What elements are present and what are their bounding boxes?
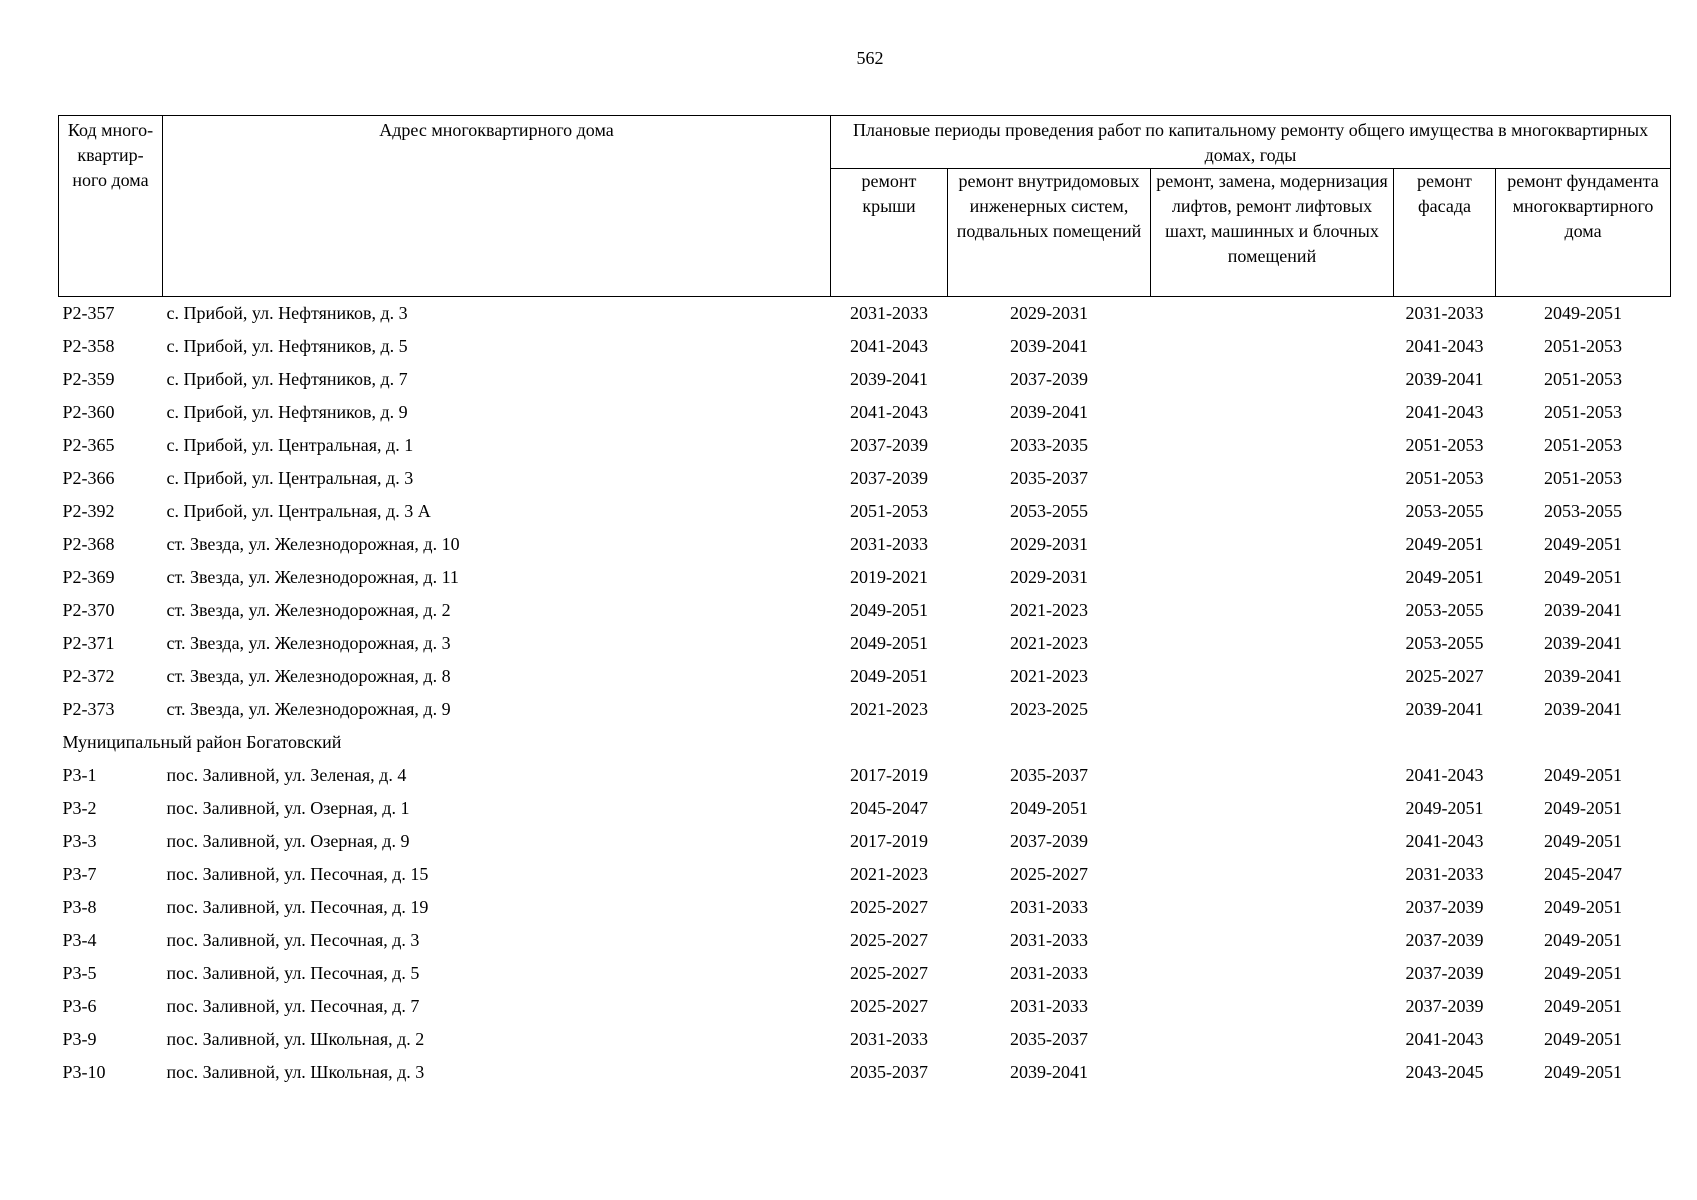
cell-foundation: 2049-2051	[1544, 897, 1623, 917]
cell-code: Р3-7	[62, 864, 97, 884]
column-header-foundation: ремонт фундамента многоквартирного дома	[1496, 169, 1671, 297]
cell-elevators	[1151, 561, 1394, 594]
cell-facade: 2037-2039	[1405, 963, 1484, 983]
cell-engineering: 2039-2041	[1010, 336, 1088, 356]
repair-schedule-table	[58, 115, 1671, 1089]
cell-roof: 2041-2043	[850, 336, 928, 356]
cell-address: с. Прибой, ул. Центральная, д. 3	[166, 468, 414, 488]
cell-foundation: 2053-2055	[1544, 501, 1623, 521]
cell-roof: 2049-2051	[850, 633, 928, 653]
cell-code: Р3-5	[62, 963, 97, 983]
cell-foundation: 2051-2053	[1544, 369, 1623, 389]
table-row	[59, 660, 1671, 693]
cell-engineering: 2021-2023	[1010, 633, 1088, 653]
cell-code: Р2-392	[62, 501, 115, 521]
cell-facade: 2049-2051	[1405, 534, 1484, 554]
table-row	[59, 462, 1671, 495]
cell-facade: 2053-2055	[1405, 600, 1484, 620]
table-body	[59, 297, 1671, 1090]
cell-roof: 2045-2047	[850, 798, 928, 818]
column-header-periods: Плановые периоды проведения работ по капитальному ремонту общего имущества в многоквартирных домах, годы	[831, 116, 1671, 169]
column-header-roof: ремонт крыши	[831, 169, 948, 297]
cell-engineering: 2031-2033	[1010, 897, 1088, 917]
table-row	[59, 891, 1671, 924]
cell-facade: 2037-2039	[1405, 930, 1484, 950]
section-row	[59, 726, 1671, 759]
cell-code: Р2-371	[62, 633, 115, 653]
table-row	[59, 561, 1671, 594]
cell-foundation: 2049-2051	[1544, 567, 1623, 587]
cell-elevators	[1151, 891, 1394, 924]
cell-foundation: 2049-2051	[1544, 930, 1623, 950]
table-row	[59, 792, 1671, 825]
cell-elevators	[1151, 924, 1394, 957]
cell-engineering: 2037-2039	[1010, 831, 1088, 851]
cell-facade: 2031-2033	[1405, 864, 1484, 884]
cell-engineering: 2029-2031	[1010, 303, 1088, 323]
cell-foundation: 2049-2051	[1544, 798, 1623, 818]
table-row	[59, 924, 1671, 957]
cell-engineering: 2049-2051	[1010, 798, 1088, 818]
cell-elevators	[1151, 759, 1394, 792]
cell-elevators	[1151, 825, 1394, 858]
cell-elevators	[1151, 297, 1394, 331]
cell-engineering: 2031-2033	[1010, 963, 1088, 983]
cell-roof: 2017-2019	[850, 831, 928, 851]
cell-roof: 2021-2023	[850, 699, 928, 719]
cell-code: Р2-373	[62, 699, 115, 719]
cell-facade: 2041-2043	[1405, 765, 1484, 785]
cell-address: пос. Заливной, ул. Озерная, д. 9	[166, 831, 410, 851]
cell-elevators	[1151, 330, 1394, 363]
table-row	[59, 330, 1671, 363]
table-row	[59, 858, 1671, 891]
table-row	[59, 594, 1671, 627]
cell-facade: 2053-2055	[1405, 501, 1484, 521]
cell-address: ст. Звезда, ул. Железнодорожная, д. 3	[166, 633, 451, 653]
cell-address: пос. Заливной, ул. Песочная, д. 19	[166, 897, 429, 917]
cell-facade: 2041-2043	[1405, 831, 1484, 851]
cell-engineering: 2053-2055	[1010, 501, 1088, 521]
cell-roof: 2049-2051	[850, 666, 928, 686]
cell-elevators	[1151, 363, 1394, 396]
cell-elevators	[1151, 957, 1394, 990]
cell-foundation: 2049-2051	[1544, 765, 1623, 785]
cell-facade: 2043-2045	[1405, 1062, 1484, 1082]
cell-engineering: 2039-2041	[1010, 1062, 1088, 1082]
cell-facade: 2039-2041	[1405, 699, 1484, 719]
cell-address: с. Прибой, ул. Центральная, д. 3 А	[166, 501, 431, 521]
cell-foundation: 2045-2047	[1544, 864, 1623, 884]
table-row	[59, 825, 1671, 858]
cell-roof: 2021-2023	[850, 864, 928, 884]
cell-roof: 2025-2027	[850, 963, 928, 983]
cell-foundation: 2049-2051	[1544, 303, 1623, 323]
cell-facade: 2051-2053	[1405, 435, 1484, 455]
table-row	[59, 693, 1671, 726]
table-header	[59, 116, 1671, 297]
section-title: Муниципальный район Богатовский	[62, 732, 342, 752]
cell-code: Р2-370	[62, 600, 115, 620]
cell-elevators	[1151, 462, 1394, 495]
cell-roof: 2037-2039	[850, 435, 928, 455]
cell-facade: 2031-2033	[1405, 303, 1484, 323]
cell-address: пос. Заливной, ул. Песочная, д. 3	[166, 930, 420, 950]
cell-address: с. Прибой, ул. Нефтяников, д. 3	[166, 303, 408, 323]
cell-code: Р2-359	[62, 369, 115, 389]
cell-facade: 2041-2043	[1405, 1029, 1484, 1049]
column-header-elevators: ремонт, замена, модернизация лифтов, ремонт лифтовых шахт, машинных и блочных помещений	[1151, 169, 1394, 297]
cell-code: Р2-368	[62, 534, 115, 554]
table-row	[59, 1023, 1671, 1056]
cell-address: пос. Заливной, ул. Песочная, д. 5	[166, 963, 420, 983]
cell-engineering: 2029-2031	[1010, 567, 1088, 587]
cell-engineering: 2021-2023	[1010, 600, 1088, 620]
cell-address: пос. Заливной, ул. Песочная, д. 7	[166, 996, 420, 1016]
cell-address: с. Прибой, ул. Нефтяников, д. 9	[166, 402, 408, 422]
table-row	[59, 627, 1671, 660]
cell-roof: 2049-2051	[850, 600, 928, 620]
cell-foundation: 2049-2051	[1544, 963, 1623, 983]
cell-code: Р3-8	[62, 897, 97, 917]
cell-facade: 2051-2053	[1405, 468, 1484, 488]
cell-elevators	[1151, 528, 1394, 561]
cell-elevators	[1151, 660, 1394, 693]
cell-elevators	[1151, 792, 1394, 825]
table-row	[59, 990, 1671, 1023]
cell-address: ст. Звезда, ул. Железнодорожная, д. 2	[166, 600, 451, 620]
cell-facade: 2037-2039	[1405, 897, 1484, 917]
cell-foundation: 2049-2051	[1544, 1062, 1623, 1082]
cell-facade: 2049-2051	[1405, 798, 1484, 818]
cell-facade: 2049-2051	[1405, 567, 1484, 587]
cell-roof: 2017-2019	[850, 765, 928, 785]
cell-facade: 2039-2041	[1405, 369, 1484, 389]
cell-foundation: 2051-2053	[1544, 336, 1623, 356]
cell-facade: 2025-2027	[1405, 666, 1484, 686]
cell-facade: 2041-2043	[1405, 402, 1484, 422]
cell-engineering: 2035-2037	[1010, 468, 1088, 488]
cell-roof: 2025-2027	[850, 897, 928, 917]
cell-facade: 2041-2043	[1405, 336, 1484, 356]
cell-roof: 2031-2033	[850, 303, 928, 323]
cell-elevators	[1151, 627, 1394, 660]
table-row	[59, 297, 1671, 331]
cell-code: Р2-365	[62, 435, 115, 455]
cell-code: Р3-2	[62, 798, 97, 818]
cell-address: пос. Заливной, ул. Зеленая, д. 4	[166, 765, 407, 785]
cell-address: пос. Заливной, ул. Школьная, д. 2	[166, 1029, 425, 1049]
cell-address: с. Прибой, ул. Нефтяников, д. 5	[166, 336, 408, 356]
cell-engineering: 2021-2023	[1010, 666, 1088, 686]
cell-elevators	[1151, 1056, 1394, 1089]
cell-roof: 2039-2041	[850, 369, 928, 389]
cell-engineering: 2039-2041	[1010, 402, 1088, 422]
cell-foundation: 2049-2051	[1544, 996, 1623, 1016]
cell-elevators	[1151, 429, 1394, 462]
table-row	[59, 759, 1671, 792]
cell-engineering: 2037-2039	[1010, 369, 1088, 389]
cell-facade: 2053-2055	[1405, 633, 1484, 653]
cell-address: пос. Заливной, ул. Школьная, д. 3	[166, 1062, 425, 1082]
cell-roof: 2031-2033	[850, 1029, 928, 1049]
cell-roof: 2041-2043	[850, 402, 928, 422]
cell-address: с. Прибой, ул. Нефтяников, д. 7	[166, 369, 408, 389]
cell-foundation: 2051-2053	[1544, 435, 1623, 455]
table-row	[59, 528, 1671, 561]
cell-engineering: 2035-2037	[1010, 765, 1088, 785]
cell-roof: 2035-2037	[850, 1062, 928, 1082]
cell-code: Р2-357	[62, 303, 115, 323]
cell-engineering: 2035-2037	[1010, 1029, 1088, 1049]
cell-elevators	[1151, 990, 1394, 1023]
cell-engineering: 2023-2025	[1010, 699, 1088, 719]
cell-address: с. Прибой, ул. Центральная, д. 1	[166, 435, 414, 455]
cell-elevators	[1151, 495, 1394, 528]
cell-elevators	[1151, 693, 1394, 726]
cell-engineering: 2031-2033	[1010, 996, 1088, 1016]
cell-code: Р2-369	[62, 567, 115, 587]
cell-code: Р2-360	[62, 402, 115, 422]
cell-facade: 2037-2039	[1405, 996, 1484, 1016]
cell-code: Р3-10	[62, 1062, 106, 1082]
table-row	[59, 957, 1671, 990]
cell-roof: 2025-2027	[850, 930, 928, 950]
cell-foundation: 2039-2041	[1544, 666, 1623, 686]
cell-engineering: 2031-2033	[1010, 930, 1088, 950]
table-row	[59, 495, 1671, 528]
cell-code: Р3-1	[62, 765, 97, 785]
table-row	[59, 363, 1671, 396]
cell-address: ст. Звезда, ул. Железнодорожная, д. 10	[166, 534, 460, 554]
table-row	[59, 1056, 1671, 1089]
cell-elevators	[1151, 396, 1394, 429]
cell-address: пос. Заливной, ул. Песочная, д. 15	[166, 864, 429, 884]
cell-foundation: 2051-2053	[1544, 402, 1623, 422]
table-row	[59, 429, 1671, 462]
cell-engineering: 2033-2035	[1010, 435, 1088, 455]
cell-foundation: 2051-2053	[1544, 468, 1623, 488]
cell-code: Р2-372	[62, 666, 115, 686]
cell-foundation: 2039-2041	[1544, 600, 1623, 620]
page-number: 562	[856, 48, 884, 68]
cell-elevators	[1151, 858, 1394, 891]
cell-foundation: 2049-2051	[1544, 1029, 1623, 1049]
cell-code: Р3-6	[62, 996, 97, 1016]
cell-engineering: 2025-2027	[1010, 864, 1088, 884]
cell-address: ст. Звезда, ул. Железнодорожная, д. 11	[166, 567, 459, 587]
cell-foundation: 2039-2041	[1544, 699, 1623, 719]
cell-address: пос. Заливной, ул. Озерная, д. 1	[166, 798, 410, 818]
column-header-code: Код много-квартир-ного дома	[59, 116, 163, 297]
column-header-address: Адрес многоквартирного дома	[163, 116, 831, 297]
column-header-facade: ремонт фасада	[1394, 169, 1496, 297]
cell-roof: 2025-2027	[850, 996, 928, 1016]
cell-elevators	[1151, 1023, 1394, 1056]
column-header-engineering: ремонт внутридомовых инженерных систем, подвальных помещений	[948, 169, 1151, 297]
cell-foundation: 2039-2041	[1544, 633, 1623, 653]
cell-roof: 2037-2039	[850, 468, 928, 488]
cell-code: Р3-9	[62, 1029, 97, 1049]
cell-engineering: 2029-2031	[1010, 534, 1088, 554]
cell-address: ст. Звезда, ул. Железнодорожная, д. 9	[166, 699, 451, 719]
cell-roof: 2019-2021	[850, 567, 928, 587]
cell-code: Р2-366	[62, 468, 115, 488]
cell-roof: 2051-2053	[850, 501, 928, 521]
cell-foundation: 2049-2051	[1544, 831, 1623, 851]
cell-foundation: 2049-2051	[1544, 534, 1623, 554]
cell-code: Р3-3	[62, 831, 97, 851]
table-row	[59, 396, 1671, 429]
cell-code: Р3-4	[62, 930, 97, 950]
cell-roof: 2031-2033	[850, 534, 928, 554]
cell-address: ст. Звезда, ул. Железнодорожная, д. 8	[166, 666, 451, 686]
cell-elevators	[1151, 594, 1394, 627]
cell-code: Р2-358	[62, 336, 115, 356]
